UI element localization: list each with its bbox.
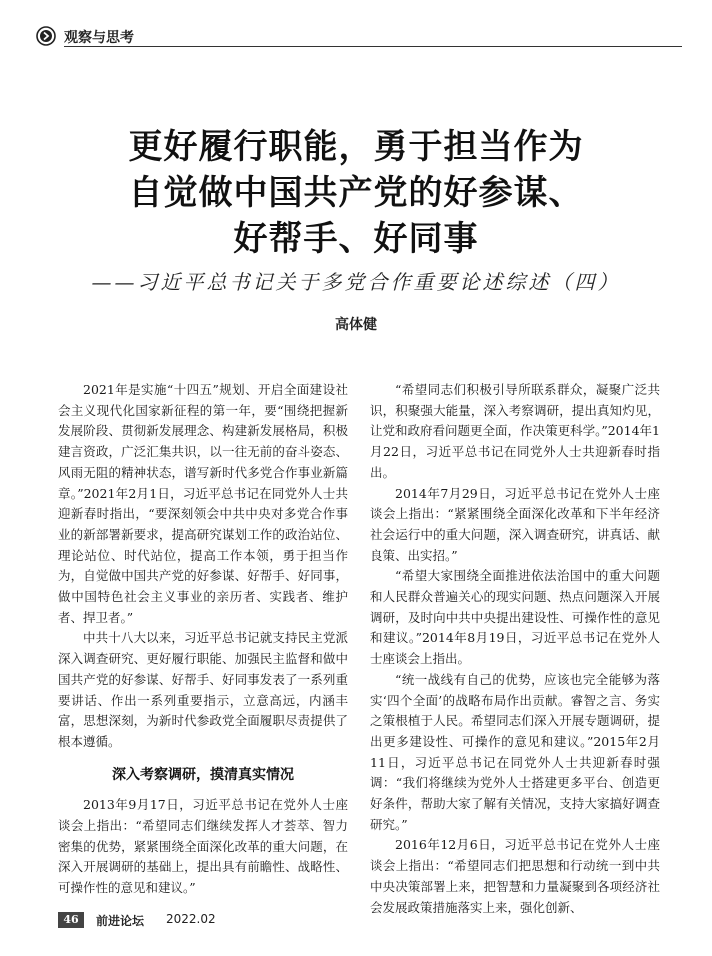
- header-divider: [64, 46, 682, 47]
- page-number: 46: [58, 912, 84, 928]
- title-line-3: 好帮手、好同事: [233, 219, 479, 259]
- paragraph: 2016年12月6日，习近平总书记在党外人士座谈会上指出：“希望同志们把思想和行动统一到中共中央决策部署上来，把智慧和力量凝聚到各项经济社会发展政策措施落实上来，强化创新、: [370, 837, 660, 915]
- author-name: 高体健: [335, 317, 377, 333]
- title-line-1: 更好履行职能，勇于担当作为: [128, 127, 584, 167]
- article-subtitle: ——习近平总书记关于多党合作重要论述综述（四）: [91, 270, 621, 294]
- paragraph: “统一战线有自己的优势，应该也完全能够为落实‘四个全面’的战略布局作出贡献。睿智之言、务实之策根植于人民。希望同志们深入开展专题调研，提出更多建设性、可操作的意见和建议。”2015年2月11日，习近平总书记在同党外人士共迎新春时强调：“我们将继续为党外人士搭建更多平台、创造更好条件，帮助大家了解有关情况，支持大家搞好调查研究。”: [370, 671, 660, 832]
- article-title: [0, 124, 712, 262]
- paragraph: 2021年是实施“十四五”规划、开启全面建设社会主义现代化国家新征程的第一年，要“围绕把握新发展阶段、贯彻新发展理念、构建新发展格局，积极建言资政，广泛汇集共识，以一往无前的奋斗姿态、风雨无阻的精神状态，谱写新时代多党合作事业新篇章。”2021年2月1日，习近平总书记在同党外人士共迎新春时指出，“要深刻领会中共中央对多党合作事业的新部署新要求，提高研究谋划工作的政治站位、理论站位、时代站位，提高工作本领，勇于担当作为，自觉做中国共产党的好参谋、好帮手、好同事，做中国特色社会主义事业的亲历者、实践者、维护者、捍卫者。”: [58, 382, 348, 625]
- section-title: 观察与思考: [64, 30, 134, 46]
- page-footer: [58, 910, 658, 930]
- paragraph: 2013年9月17日，习近平总书记在党外人士座谈会上指出：“希望同志们继续发挥人才荟萃、智力密集的优势，紧紧围绕全面深化改革的重大问题，在深入开展调研的基础上，提出具有前瞻性、战略性、可操作性的意见和建议。”: [58, 797, 348, 896]
- arrow-circle-icon: [36, 26, 56, 46]
- left-column: [58, 380, 348, 899]
- paragraph: “希望同志们积极引导所联系群众，凝聚广泛共识，积聚强大能量，深入考察调研，提出真知灼见，让党和政府看问题更全面，作决策更科学。”2014年1月22日，习近平总书记在同党外人士共迎新春时指出。: [370, 382, 660, 480]
- right-column: [370, 380, 660, 918]
- section-heading: 深入考察调研，摸清真实情况: [112, 766, 294, 783]
- paragraph: “希望大家围绕全面推进依法治国中的重大问题和人民群众普遍关心的现实问题、热点问题深入开展调研，及时向中共中央提出建设性、可操作性的意见和建议。”2014年8月19日，习近平总书记在党外人士座谈会上指出。: [370, 568, 660, 667]
- journal-name: 前进论坛: [96, 914, 145, 928]
- paragraph: 2014年7月29日，习近平总书记在党外人士座谈会上指出：“紧紧围绕全面深化改革和下半年经济社会运行中的重大问题，深入调查研究，讲真话、献良策、出实招。”: [370, 485, 660, 563]
- paragraph: 中共十八大以来，习近平总书记就支持民主党派深入调查研究、更好履行职能、加强民主监督和做中国共产党的好参谋、好帮手、好同事发表了一系列重要讲话、作出一系列重要指示，立意高远，内涵丰富，思想深刻，为新时代参政党全面履职尽责提供了根本遵循。: [58, 630, 348, 749]
- page-header: [36, 24, 682, 48]
- issue-number: 2022.02: [166, 912, 216, 926]
- title-line-2: 自觉做中国共产党的好参谋、: [128, 173, 584, 213]
